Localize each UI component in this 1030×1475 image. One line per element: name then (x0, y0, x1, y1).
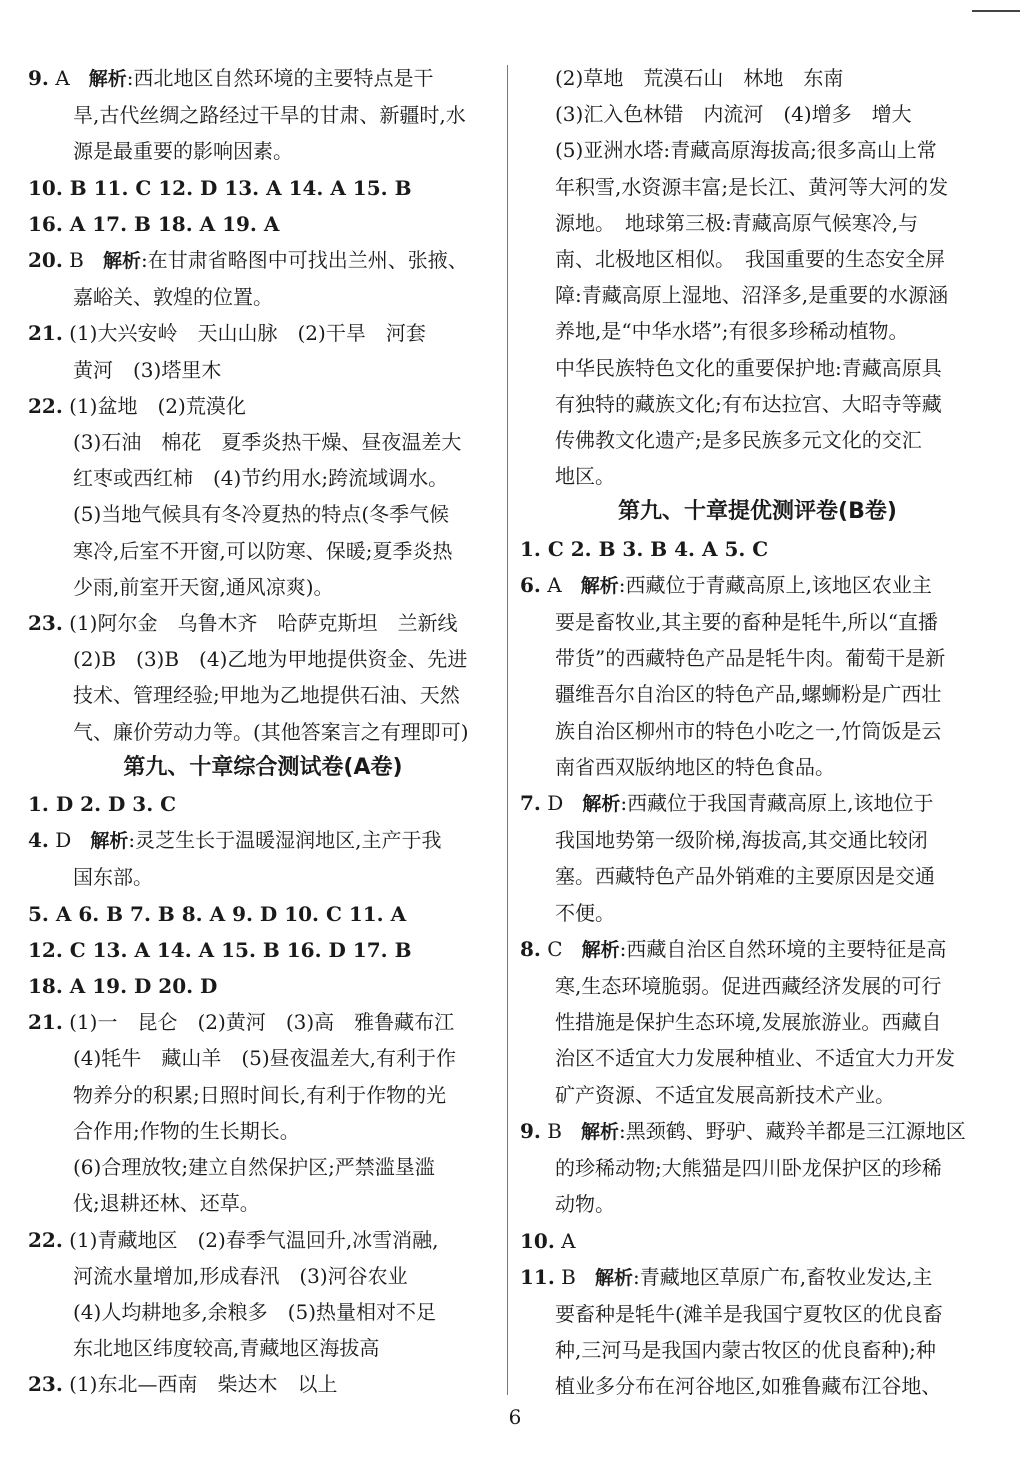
answer-row: 1. D 2. D 3. C (28, 792, 177, 817)
explanation-label: 解析 (580, 574, 619, 597)
text-line: 养地,是“中华水塔”;有很多珍稀动植物。 (555, 319, 909, 344)
text-line: 少雨,前室开天窗,通风凉爽)。 (73, 574, 334, 599)
answer-choice: A (547, 572, 562, 597)
answer-line (28, 1004, 498, 1040)
text-line: 传佛教文化遗产;是多民族多元文化的交汇 (555, 428, 922, 453)
explanation-text: :黑颈鹤、野驴、藏羚羊都是三江源地区 (619, 1118, 966, 1143)
text-line: 合作用;作物的生长期长。 (73, 1118, 300, 1143)
text-line: 技术、管理经验;甲地为乙地提供石油、天然 (73, 683, 460, 708)
explanation-text: :西藏自治区自然环境的主要特征是高 (619, 936, 947, 961)
answer-row: 5. A 6. B 7. B 8. A 9. D 10. C 11. A (28, 901, 407, 926)
answer-text: (1)青藏地区 (2)春季气温回升,冰雪消融, (69, 1227, 439, 1252)
question-number: 22. (28, 1227, 63, 1252)
text-line: 族自治区柳州市的特色小吃之一,竹筒饭是云 (555, 718, 942, 743)
text-line: 要畜种是牦牛(滩羊是我国宁夏牧区的优良畜 (555, 1301, 943, 1326)
text-line: (5)当地气候具有冬冷夏热的特点(冬季气候 (73, 502, 450, 527)
question-number: 6. (520, 572, 541, 597)
answer-line (520, 1223, 995, 1259)
explanation-text: :灵芝生长于温暖湿润地区,主产于我 (128, 828, 442, 853)
text-line: (3)石油 棉花 夏季炎热干燥、昼夜温差大 (73, 430, 462, 455)
text-line: 气、廉价劳动力等。(其他答案言之有理即可) (73, 719, 469, 744)
explanation-label: 解析 (581, 938, 620, 961)
question-number: 23. (28, 1372, 63, 1397)
text-line: (4)牦牛 藏山羊 (5)昼夜温差大,有利于作 (73, 1046, 457, 1071)
answer-line (520, 1113, 995, 1150)
question-number: 22. (28, 393, 63, 418)
answer-text: (1)阿尔金 乌鲁木齐 哈萨克斯坦 兰新线 (69, 611, 458, 636)
explanation-text: :西藏位于青藏高原上,该地区农业主 (618, 572, 932, 597)
answer-line (28, 1366, 498, 1402)
text-line: (3)汇入色林错 内流河 (4)增多 增大 (555, 102, 912, 127)
answer-text: (1)东北—西南 柴达木 以上 (69, 1372, 338, 1397)
explanation-label: 解析 (102, 250, 141, 273)
question-number: 21. (28, 1010, 63, 1035)
text-line: (5)亚洲水塔:青藏高原海拔高;很多高山上常 (555, 138, 937, 163)
text-line: 年积雪,水资源丰富;是长江、黄河等大河的发 (555, 174, 949, 199)
explanation-text: :在甘肃省略图中可找出兰州、张掖、 (140, 248, 468, 273)
answer-line (520, 1259, 995, 1296)
text-line: 性措施是保护生态环境,发展旅游业。西藏自 (555, 1010, 942, 1035)
answer-line (28, 315, 498, 351)
answer-row: 16. A 17. B 18. A 19. A (28, 211, 280, 236)
question-number: 7. (520, 791, 541, 816)
text-line: (2)B (3)B (4)乙地为甲地提供资金、先进 (73, 647, 468, 672)
explanation-label: 解析 (594, 1266, 633, 1289)
text-line: 的珍稀动物;大熊猫是四川卧龙保护区的珍稀 (555, 1156, 942, 1181)
text-line: 寒冷,后室不开窗,可以防寒、保暖;夏季炎热 (73, 538, 453, 563)
text-line: 河流水量增加,形成春汛 (3)河谷农业 (73, 1263, 408, 1288)
header-rule (972, 10, 1020, 12)
answer-choice: D (55, 828, 72, 853)
question-number: 23. (28, 611, 63, 636)
answer-choice: B (547, 1118, 562, 1143)
text-line: 嘉峪关、敦煌的位置。 (73, 285, 273, 310)
text-line: 源是最重要的影响因素。 (73, 139, 293, 164)
page-number: 6 (508, 1405, 522, 1429)
text-line: 带货”的西藏特色产品是牦牛肉。葡萄干是新 (555, 646, 946, 671)
right-column (520, 60, 995, 1405)
text-line: 旱,古代丝绸之路经过干旱的甘肃、新疆时,水 (73, 103, 466, 128)
answer-text: (1)大兴安岭 天山山脉 (2)干旱 河套 (69, 321, 426, 346)
explanation-label: 解析 (582, 793, 621, 816)
explanation-label: 解析 (90, 830, 129, 853)
question-number: 20. (28, 248, 63, 273)
explanation-text: :青藏地区草原广布,畜牧业发达,主 (632, 1264, 933, 1289)
text-line: 伐;退耕还林、还草。 (73, 1191, 260, 1216)
answer-line (520, 931, 995, 968)
answer-text: (1)一 昆仑 (2)黄河 (3)高 雅鲁藏布江 (69, 1010, 455, 1035)
text-line: 地区。 (555, 464, 615, 489)
text-line: 国东部。 (73, 865, 153, 890)
text-line: 我国地势第一级阶梯,海拔高,其交通比较闭 (555, 828, 928, 853)
answer-line (28, 1222, 498, 1258)
section-title: 第九、十章综合测试卷(A卷) (123, 754, 403, 780)
answer-choice: D (547, 791, 564, 816)
text-line: 寒,生态环境脆弱。促进西藏经济发展的可行 (555, 974, 942, 999)
answer-text: (1)盆地 (2)荒漠化 (69, 393, 246, 418)
text-line: 不便。 (555, 900, 615, 925)
answer-line (520, 567, 995, 604)
text-line: 种,三河马是我国内蒙古牧区的优良畜种);种 (555, 1338, 936, 1363)
answer-line (28, 242, 498, 279)
answer-choice: A (55, 66, 70, 90)
text-line: 中华民族特色文化的重要保护地:青藏高原具 (555, 355, 942, 380)
answer-choice: A (561, 1228, 576, 1253)
question-number: 4. (28, 828, 49, 853)
text-line: 疆维吾尔自治区的特色产品,螺蛳粉是广西壮 (555, 682, 942, 707)
text-line: 塞。西藏特色产品外销难的主要原因是交通 (555, 864, 935, 889)
left-column (28, 60, 498, 1403)
text-line: 动物。 (555, 1192, 615, 1217)
explanation-label: 解析 (581, 1120, 620, 1143)
question-number: 21. (28, 321, 63, 346)
column-divider (507, 65, 508, 1395)
question-number: 10. (520, 1228, 555, 1253)
text-line: 有独特的藏族文化;有布达拉宫、大昭寺等藏 (555, 391, 942, 416)
answer-line (520, 785, 995, 822)
question-number: 9. (520, 1118, 541, 1143)
answer-row: 1. C 2. B 3. B 4. A 5. C (520, 536, 769, 561)
text-line: 黄河 (3)塔里木 (73, 357, 222, 382)
explanation-text: :西藏位于我国青藏高原上,该地位于 (620, 791, 934, 816)
answer-line (28, 60, 498, 97)
text-line: 植业多分布在河谷地区,如雅鲁藏布江谷地、 (555, 1374, 942, 1399)
text-line: 南、北极地区相似。 我国重要的生态安全屏 (555, 247, 945, 272)
answer-line (28, 388, 498, 424)
text-line: 障:青藏高原上湿地、沼泽多,是重要的水源涵 (555, 283, 949, 308)
answer-row: 10. B 11. C 12. D 13. A 14. A 15. B (28, 175, 412, 200)
text-line: (2)草地 荒漠石山 林地 东南 (555, 66, 844, 90)
question-number: 9. (28, 66, 49, 90)
text-line: 源地。 地球第三极:青藏高原气候寒冷,与 (555, 210, 919, 235)
answer-choice: B (69, 248, 84, 273)
text-line: 要是畜牧业,其主要的畜种是牦牛,所以“直播 (555, 610, 938, 635)
text-line: 红枣或西红柿 (4)节约用水;跨流域调水。 (73, 466, 449, 491)
question-number: 11. (520, 1264, 555, 1289)
answer-choice: B (561, 1264, 576, 1289)
explanation-label: 解析 (88, 68, 127, 90)
question-number: 8. (520, 936, 541, 961)
text-line: 东北地区纬度较高,青藏地区海拔高 (73, 1336, 380, 1361)
answer-line (28, 822, 498, 859)
text-line: 物养分的积累;日照时间长,有利于作物的光 (73, 1082, 447, 1107)
text-line: 南省西双版纳地区的特色食品。 (555, 754, 835, 779)
text-line: 治区不适宜大力发展种植业、不适宜大力开发 (555, 1046, 955, 1071)
explanation-text: :西北地区自然环境的主要特点是干 (126, 66, 434, 90)
section-title: 第九、十章提优测评卷(B卷) (618, 499, 897, 525)
text-line: (4)人均耕地多,余粮多 (5)热量相对不足 (73, 1299, 437, 1324)
answer-row: 18. A 19. D 20. D (28, 974, 218, 999)
answer-choice: C (547, 936, 563, 961)
text-line: (6)合理放牧;建立自然保护区;严禁滥垦滥 (73, 1155, 435, 1180)
answer-row: 12. C 13. A 14. A 15. B 16. D 17. B (28, 937, 412, 962)
answer-line (28, 605, 498, 641)
text-line: 矿产资源、不适宜发展高新技术产业。 (555, 1082, 895, 1107)
